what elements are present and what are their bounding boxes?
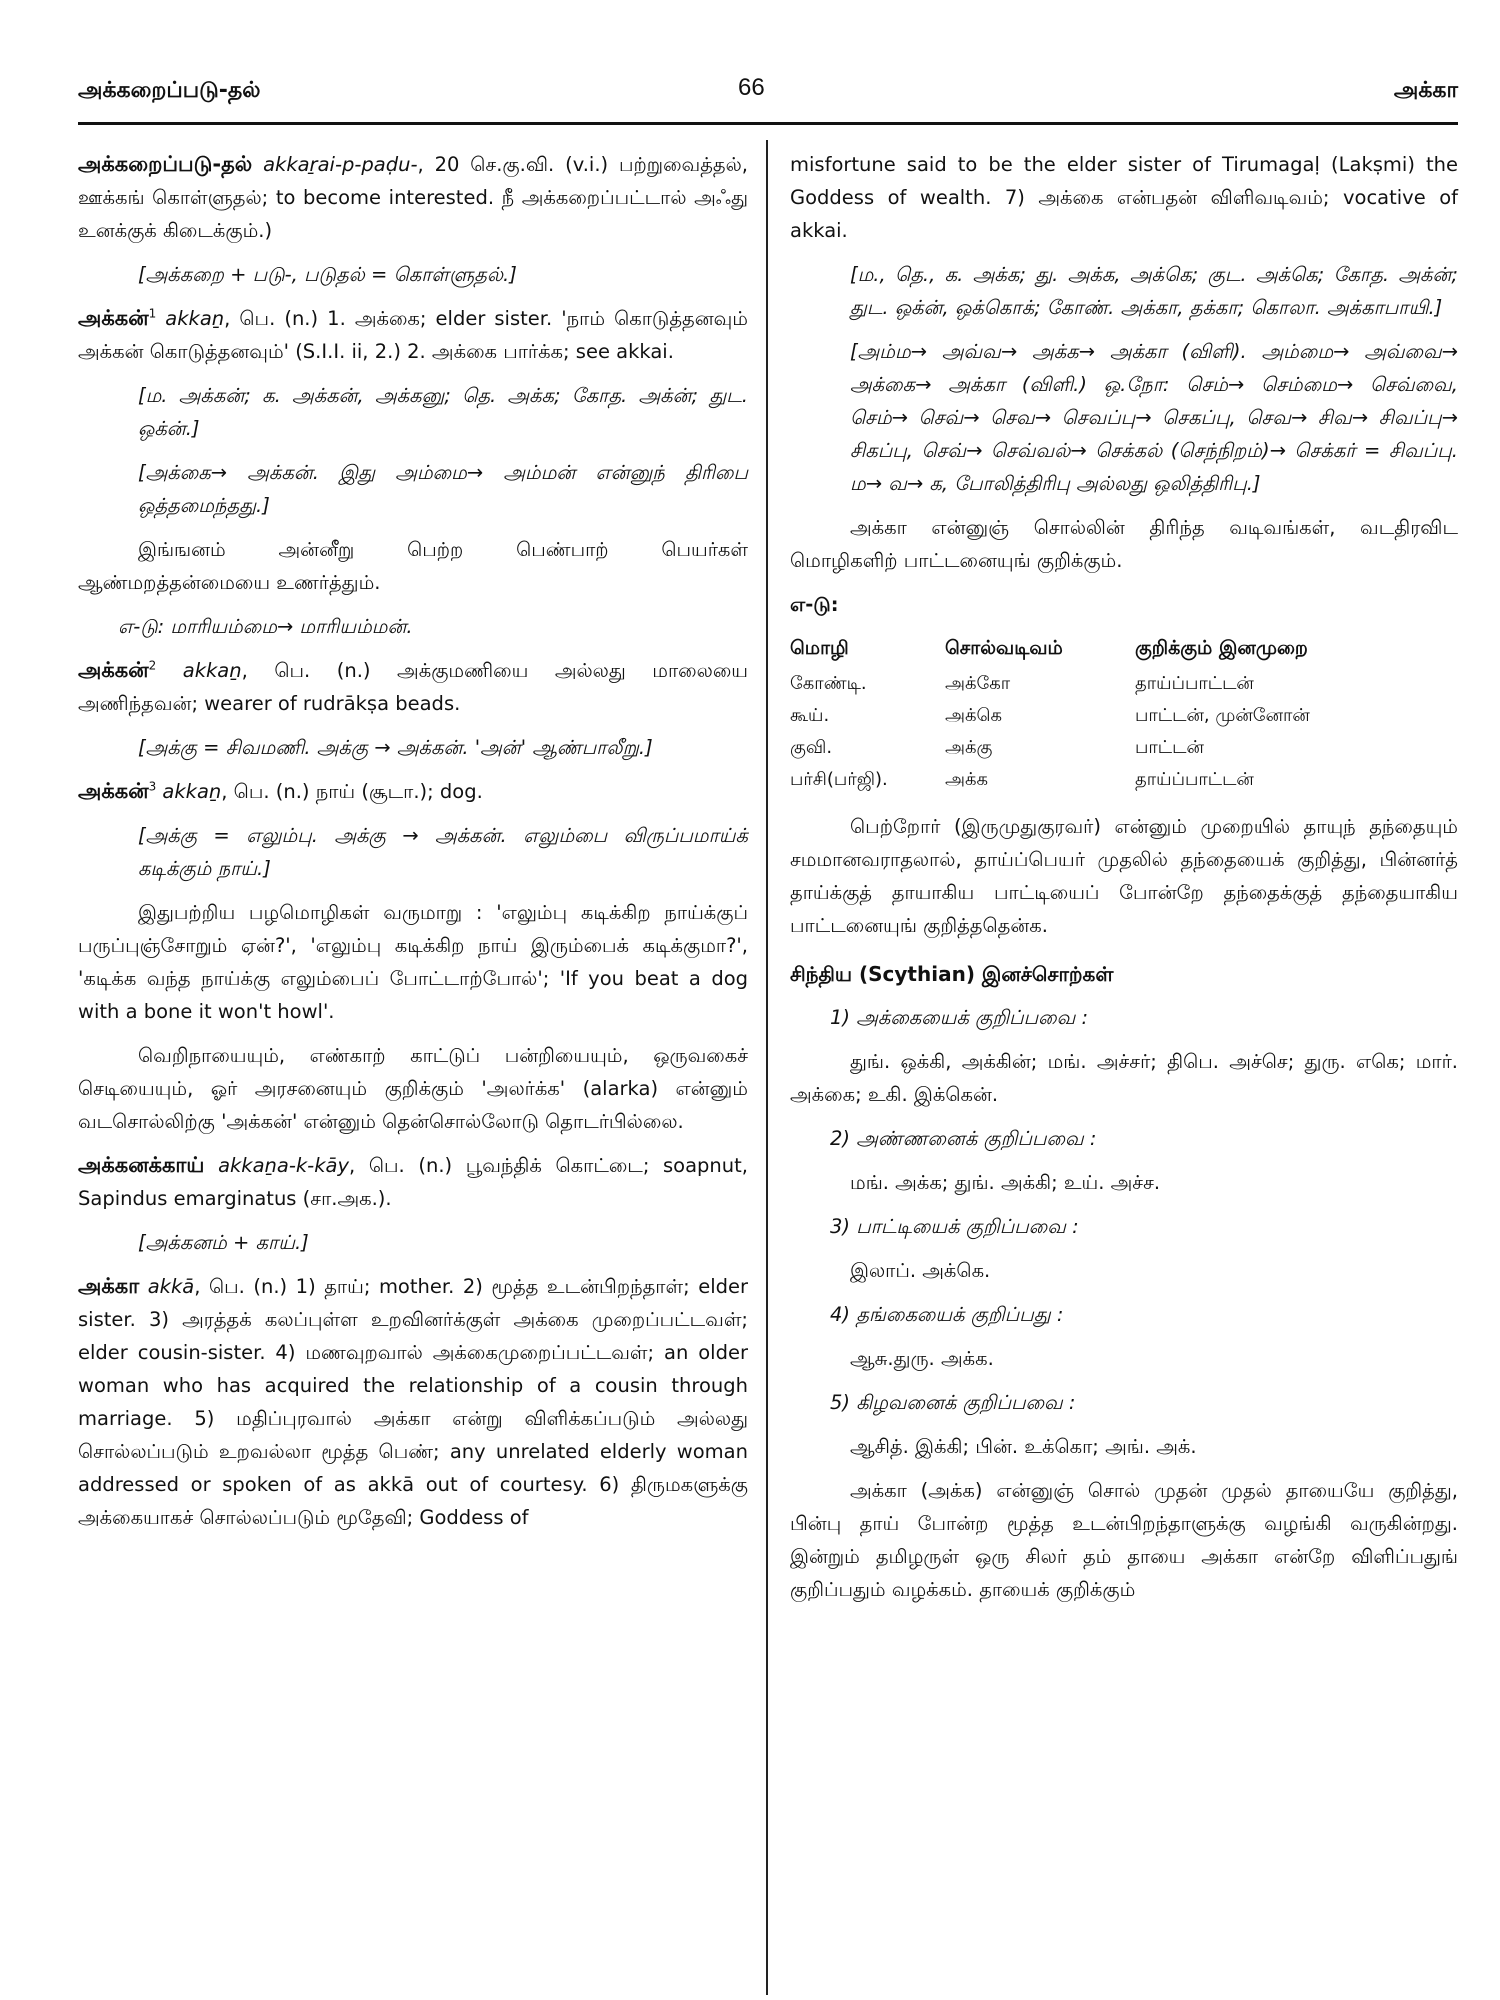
table-cell: குவி. (790, 737, 833, 758)
table-cell: அக்கோ (945, 673, 1011, 694)
etymology-note: [அக்கை→ அக்கன். இது அம்மை→ அம்மன் என்னுந் திரிபை ஒத்தமைந்தது.] (138, 461, 748, 517)
running-head-right: அக்கா (1393, 78, 1458, 103)
etymology-note: [அக்கறை + படு-, படுதல் = கொள்ளுதல்.] (138, 263, 517, 286)
subsection-label: 5) கிழவனைக் குறிப்பவை : (830, 1391, 1076, 1414)
paragraph: அக்கா என்னுஞ் சொல்லின் திரிந்த வடிவங்கள், வடதிரவிட மொழிகளிற் பாட்டனையுங் குறிக்கும். (790, 516, 1458, 572)
right-column (790, 148, 1458, 1617)
header-rule (78, 122, 1458, 125)
table-cell: பர்சி(பர்ஜி). (790, 769, 888, 790)
table-header-row (790, 632, 1310, 668)
cognates-note: [ம. அக்கன்; க. அக்கன், அக்கனு; தெ. அக்க; கோத. அக்ன்; துட. ஒக்ன்.] (138, 384, 748, 440)
column-header: குறிக்கும் இனமுறை (1135, 637, 1308, 659)
language-table (790, 632, 1310, 796)
romanization: akkaṉ (165, 307, 225, 330)
headword: அக்கன் (78, 658, 149, 682)
column-divider (766, 140, 768, 1995)
subsection-label: 3) பாட்டியைக் குறிப்பவை : (830, 1215, 1079, 1238)
table-cell: அக்க (945, 769, 989, 790)
column-header: சொல்வடிவம் (945, 637, 1063, 659)
subsection-label: 1) அக்கையைக் குறிப்பவை : (830, 1006, 1089, 1029)
table-row (790, 764, 1310, 796)
headword: அக்கறைப்படு-தல் (78, 152, 253, 176)
table-row (790, 668, 1310, 700)
headword: அக்கா (78, 1274, 140, 1298)
table-cell: அக்கு (945, 737, 993, 758)
definition-continued: misfortune said to be the elder sister of Tirumagaḷ (Lakṣmi) the Goddess of wealth. 7) அக்கை என்பதன் விளிவடிவம்; vocative of akkai. (790, 153, 1458, 242)
cognate-list: ஆசு.துரு. அக்க. (850, 1347, 994, 1370)
example-label: எ-டு: (790, 593, 839, 616)
etymology-note: [அக்கு = சிவமணி. அக்கு → அக்கன். 'அன்' ஆண்பாலீறு.] (138, 736, 653, 759)
running-head-left: அக்கறைப்படு-தல் (78, 78, 261, 103)
proverbs-paragraph: இதுபற்றிய பழமொழிகள் வருமாறு : 'எலும்பு கடிக்கிற நாய்க்குப் பருப்புஞ்சோறும் ஏன்?', 'எலும்பு கடிக்கிற நாய் இரும்பைக் கடிக்குமா?', 'கடிக்க வந்த நாய்க்கு எலும்பைப் போட்டாற்போல்'; 'If you beat a dog with a bone it won't howl'. (78, 901, 748, 1023)
table-cell: தாய்ப்பாட்டன் (1135, 769, 1254, 790)
table-cell: பாட்டன், முன்னோன் (1135, 705, 1310, 726)
homonym-number: 3 (148, 779, 157, 794)
entry-akkan-2 (78, 654, 748, 720)
cognates-note: [ம., தெ., க. அக்க; து. அக்க, அக்கெ; குட. அக்கெ; கோத. அக்ன்; துட. ஒக்ன், ஒக்கொக்; கோண். அக்கா, தக்கா; கொலா. அக்காபாயி.] (850, 263, 1458, 319)
table-cell: தாய்ப்பாட்டன் (1135, 673, 1254, 694)
homonym-number: 1 (148, 306, 157, 321)
romanization: akkaṉ (182, 659, 242, 682)
page-number: 66 (738, 74, 765, 101)
paragraph: இங்ஙனம் அன்னீறு பெற்ற பெண்பாற் பெயர்கள் ஆண்மறத்தன்மையை உணர்த்தும். (78, 538, 748, 594)
headword: அக்கன் (78, 779, 149, 803)
romanization: akkaṟai-p-paḍu- (263, 153, 418, 176)
definition: , 20 செ.கு.வி. (v.i.) பற்றுவைத்தல், ஊக்கங் கொள்ளுதல்; to become interested. நீ அக்கறைப்பட்டால் அஃது உனக்குக் கிடைக்கும்.) (78, 153, 748, 242)
cognate-list: இலாப். அக்கெ. (850, 1259, 991, 1282)
definition: , பெ. (n.) 1) தாய்; mother. 2) மூத்த உடன்பிறந்தாள்; elder sister. 3) அரத்தக் கலப்புள்ள உறவினர்க்குள் அக்கை முறைப்பட்டவள்; elder cousin-sister. 4) மணவுறவால் அக்கைமுறைப்பட்டவள்; an older woman who has acquired the relationship of a cousin through marriage. 5) மதிப்புரவால் அக்கா என்று விளிக்கப்படும் அல்லது சொல்லப்படும் உறவல்லா மூத்த பெண்; any unrelated elderly woman addressed or spoken of as akkā out of courtesy. 6) திருமகளுக்கு அக்கையாகச் சொல்லப்படும் மூதேவி; Goddess of (78, 1275, 748, 1529)
headword: அக்கனக்காய் (78, 1153, 205, 1177)
entry-akkan-1 (78, 302, 748, 368)
cognate-list: ஆசித். இக்கி; பின். உக்கொ; அங். அக். (850, 1435, 1197, 1458)
paragraph: வெறிநாயையும், எண்காற் காட்டுப் பன்றியையும், ஒருவகைச் செடியையும், ஓர் அரசனையும் குறிக்கும் 'அலர்க்க' (alarka) என்னும் வடசொல்லிற்கு 'அக்கன்' என்னும் தென்சொல்லோடு தொடர்பில்லை. (78, 1044, 748, 1133)
cognate-list: மங். அக்க; துங். அக்கி; உய். அச்ச. (850, 1171, 1161, 1194)
definition: , பெ. (n.) 1. அக்கை; elder sister. 'நாம் கொடுத்தனவும் அக்கன் கொடுத்தனவும்' (S.I.I. ii, 2.) 2. அக்கை பார்க்க; see akkai. (78, 307, 748, 363)
homonym-number: 2 (148, 658, 157, 673)
etymology-note: [அம்ம→ அவ்வ→ அக்க→ அக்கா (விளி). அம்மை→ அவ்வை→ அக்கை→ அக்கா (விளி.) ஒ.நோ: செம்→ செம்மை→ செவ்வை, செம்→ செவ்→ செவ→ செவப்பு→ செகப்பு, செவ→ சிவ→ சிவப்பு→ சிகப்பு, செவ்→ செவ்வல்→ செக்கல் (செந்நிறம்)→ செக்கர் = சிவப்பு. ம→ வ→ க, போலித்திரிபு அல்லது ஒலித்திரிபு.] (850, 340, 1458, 495)
table-cell: அக்கெ (945, 705, 1003, 726)
entry-akkaraippadu (78, 148, 748, 247)
table-cell: பாட்டன் (1135, 737, 1204, 758)
left-column (78, 148, 748, 1545)
subsection-label: 2) அண்ணனைக் குறிப்பவை : (830, 1127, 1097, 1150)
table-cell: கூய். (790, 705, 830, 726)
entry-akka (78, 1270, 748, 1534)
table-cell: கோண்டி. (790, 673, 867, 694)
etymology-note: [அக்கு = எலும்பு. அக்கு → அக்கன். எலும்பை விருப்பமாய்க் கடிக்கும் நாய்.] (138, 824, 748, 880)
definition: , பெ. (n.) நாய் (சூடா.); dog. (221, 780, 483, 803)
table-row (790, 732, 1310, 764)
romanization: akkaṉa-k-kāy (218, 1154, 350, 1177)
entry-akkanakkay (78, 1149, 748, 1215)
definition: , பெ. (n.) அக்குமணியை அல்லது மாலையை அணிந்தவன்; wearer of rudrākṣa beads. (78, 659, 748, 715)
cognate-list: துங். ஒக்கி, அக்கின்; மங். அச்சர்; திபெ. அச்செ; துரு. எகெ; மார். அக்கை; உகி. இக்கென். (790, 1050, 1458, 1106)
page-header (78, 74, 1458, 118)
column-header: மொழி (790, 637, 849, 659)
example: எ-டு: மாரியம்மை→ மாரியம்மன். (118, 615, 413, 638)
entry-akkan-3 (78, 775, 748, 808)
romanization: akkaṉ (162, 780, 222, 803)
table-row (790, 700, 1310, 732)
romanization: akkā (147, 1275, 195, 1298)
section-heading: சிந்திய (Scythian) இனச்சொற்கள் (790, 962, 1114, 986)
headword: அக்கன் (78, 306, 149, 330)
etymology-note: [அக்கனம் + காய்.] (138, 1231, 309, 1254)
paragraph: பெற்றோர் (இருமுதுகுரவர்) என்னும் முறையில் தாயுந் தந்தையும் சமமானவராதலால், தாய்ப்பெயர் முதலில் தந்தையைக் குறித்து, பின்னர்த் தாய்க்குத் தாயாகிய பாட்டியைப் போன்றே தந்தைக்குத் தந்தையாகிய பாட்டனையுங் குறித்ததென்க. (790, 815, 1458, 937)
paragraph: அக்கா (அக்க) என்னுஞ் சொல் முதன் முதல் தாயையே குறித்து, பின்பு தாய் போன்ற மூத்த உடன்பிறந்தாளுக்கு வழங்கி வருகின்றது. இன்றும் தமிழருள் ஒரு சிலர் தம் தாயை அக்கா என்றே விளிப்பதுங் குறிப்பதும் வழக்கம். தாயைக் குறிக்கும் (790, 1479, 1458, 1601)
subsection-label: 4) தங்கையைக் குறிப்பது : (830, 1303, 1064, 1326)
definition: , பெ. (n.) பூவந்திக் கொட்டை; soapnut, Sapindus emarginatus (சா.அக.). (78, 1154, 748, 1210)
